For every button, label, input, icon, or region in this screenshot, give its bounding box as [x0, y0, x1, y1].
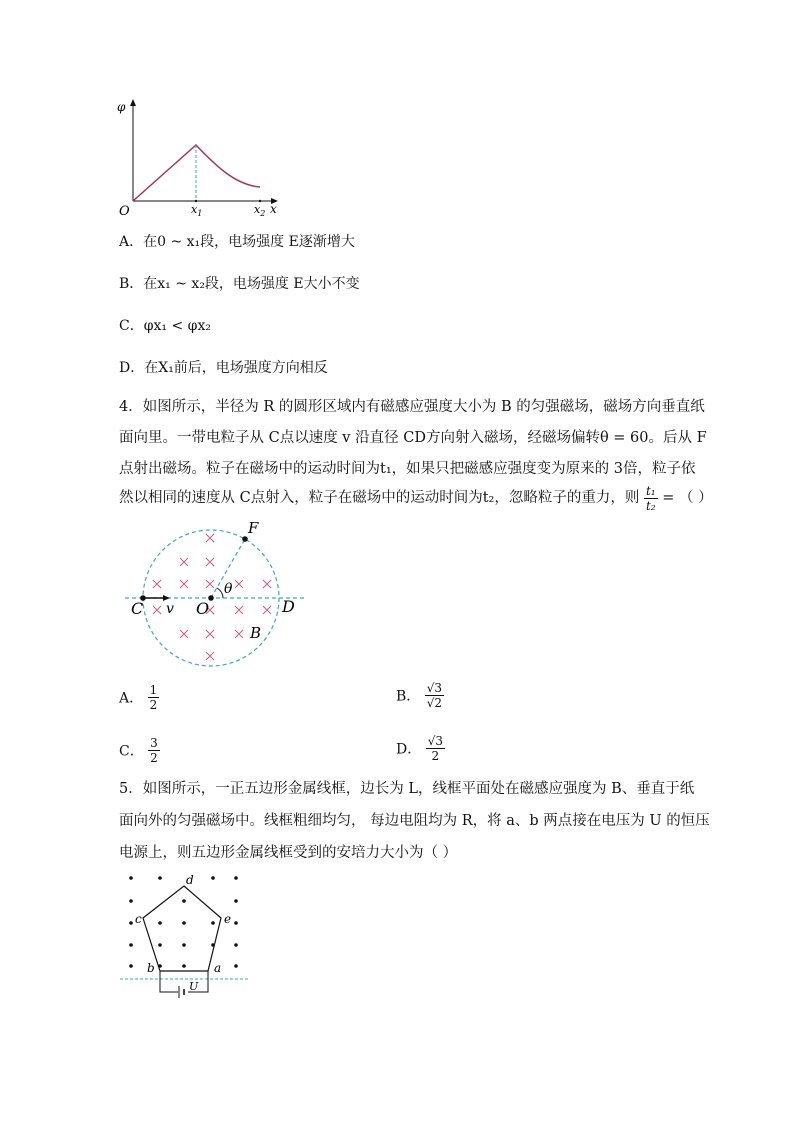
q4-circle-field-figure — [120, 520, 310, 670]
origin-label: O — [119, 204, 130, 219]
q4-option-a-num: 1 — [149, 683, 158, 697]
field-dots — [129, 876, 238, 968]
q4-option-d-fraction — [426, 734, 445, 763]
q4-option-b — [396, 681, 444, 710]
x-axis-label: x — [270, 202, 277, 216]
q4-option-c — [119, 736, 160, 765]
pentagon-frame — [143, 886, 221, 971]
q4-ratio-numerator: t₁ — [645, 483, 656, 498]
label-d: d — [186, 873, 194, 887]
q4-option-a-den: 2 — [149, 698, 158, 712]
x1-tick-dot — [195, 200, 197, 202]
label-c: c — [135, 912, 142, 926]
q5-line-1: 5．如图所示，一正五边形金属线框，边长为 L，线框平面处在磁感应强度为 B、垂直于纸 — [119, 781, 695, 797]
q4-line-4-tail: = （ ） — [662, 490, 713, 506]
q4-line-2: 面向里。一带电粒子从 C点以速度 v 沿直径 CD方向射入磁场，经磁场偏转θ = 60。后从 F — [119, 430, 707, 446]
circuit-wire — [160, 971, 208, 992]
label-b: B — [250, 624, 262, 642]
q4-option-c-fraction — [148, 736, 160, 765]
q4-line-3: 点射出磁场。粒子在磁场中的运动时间为t₁，如果只把磁感应强度变为原来的 3倍，粒子依 — [119, 461, 696, 477]
label-u: U — [189, 980, 199, 993]
q4-option-b-fraction — [425, 681, 444, 710]
q4-option-a-fraction — [148, 683, 160, 712]
q4-option-d-label: D． — [396, 741, 422, 758]
q4-option-b-num: √3 — [426, 681, 443, 695]
q4-option-d-den: 2 — [431, 749, 440, 763]
q4-option-c-label: C． — [119, 743, 144, 760]
q5-pentagon-figure — [118, 868, 253, 1000]
q4-option-d — [396, 734, 445, 763]
label-d: D — [282, 597, 295, 616]
q4-option-b-label: B． — [396, 688, 421, 705]
label-v: v — [166, 601, 174, 617]
label-f: F — [248, 520, 259, 537]
point-f-dot — [242, 536, 248, 542]
q4-option-c-num: 3 — [150, 736, 158, 750]
q3-option-c: C．φx₁ < φx₂ — [119, 318, 211, 334]
q3-option-d: D．在X₁前后，电场强度方向相反 — [119, 360, 328, 376]
label-theta: θ — [224, 581, 233, 597]
q3-option-b: B．在x₁ ~ x₂段，电场强度 E大小不变 — [119, 276, 360, 292]
y-axis-arrow — [130, 99, 136, 106]
x2-label: $x_2$ — [254, 203, 266, 218]
x2-tick-dot — [259, 200, 261, 202]
q4-option-c-den: 2 — [150, 751, 158, 765]
label-e: e — [224, 912, 232, 926]
q5-line-3: 电源上，则五边形金属线框受到的安培力大小为（ ） — [119, 845, 458, 861]
q4-ratio-denominator: t₂ — [645, 498, 656, 513]
label-o: O — [196, 599, 210, 618]
phi-x-graph — [115, 95, 290, 220]
q4-ratio-fraction — [644, 484, 658, 513]
label-a: a — [214, 961, 222, 975]
q4-option-a — [119, 683, 159, 712]
x1-label: $x_1$ — [191, 203, 203, 218]
q4-option-d-num: √3 — [427, 734, 443, 748]
q4-option-b-den: √2 — [426, 696, 443, 710]
label-c: C — [131, 599, 144, 618]
q4-line-4 — [119, 483, 713, 513]
q5-line-2: 面向外的匀强磁场中。线框粗细均匀， 每边电阻均为 R，将 a、b 两点接在电压为 U 的恒压 — [119, 813, 710, 829]
q4-option-a-label: A． — [119, 690, 144, 707]
label-b: b — [147, 961, 155, 975]
q3-option-a: A．在0 ~ x₁段，电场强度 E逐渐增大 — [119, 234, 355, 250]
y-axis-label: φ — [117, 100, 126, 114]
q4-line-1: 4．如图所示，半径为 R 的圆形区域内有磁感应强度大小为 B 的匀强磁场，磁场方向垂直纸 — [119, 399, 705, 415]
theta-angle-arc — [217, 588, 223, 598]
q4-line-4-text: 然以相同的速度从 C点射入，粒子在磁场中的运动时间为t₂，忽略粒子的重力，则 — [119, 490, 640, 506]
